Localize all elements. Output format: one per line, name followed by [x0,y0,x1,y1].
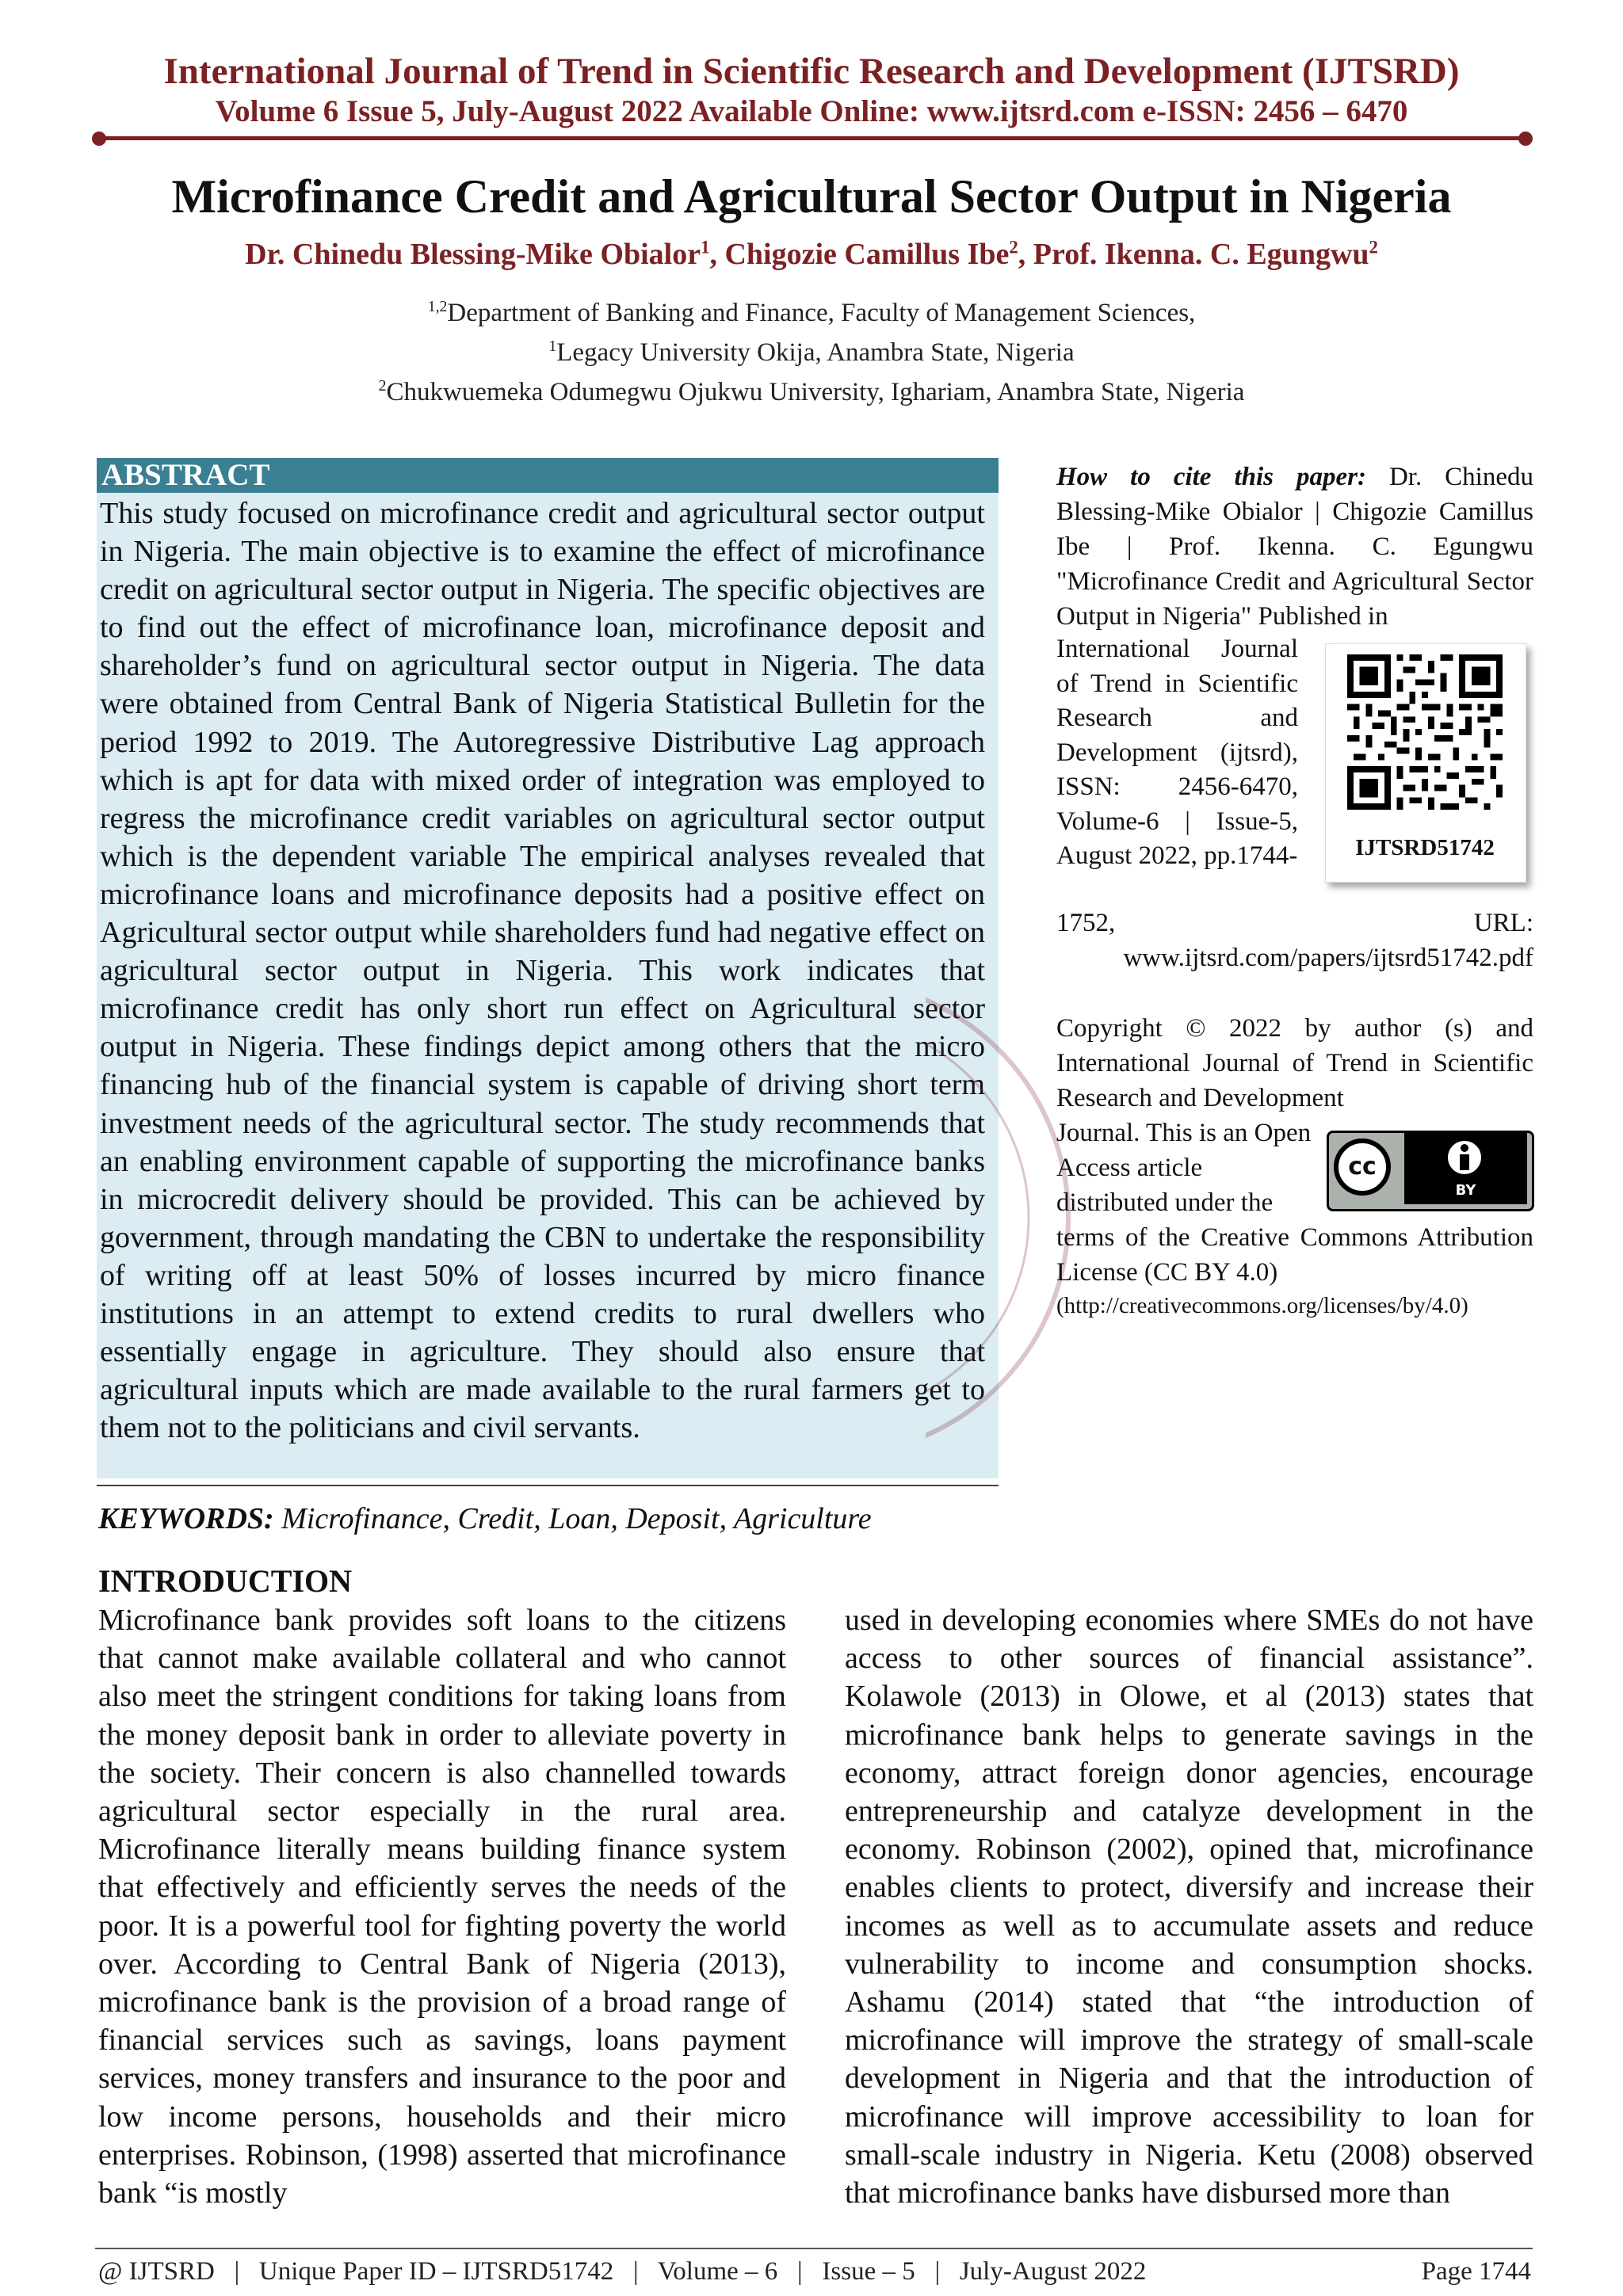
author-sup: 1 [701,237,710,257]
license-url[interactable]: (http://creativecommons.org/licenses/by/4.0) [1056,1293,1468,1318]
footer-info: @ IJTSRD | Unique Paper ID – IJTSRD51742 | Volume – 6 | Issue – 5 | July-August 2022 [98,2257,1147,2286]
citation-intro [1056,460,1533,634]
introduction-heading: INTRODUCTION [98,1563,353,1599]
paper-title: Microfinance Credit and Agricultural Sector Output in Nigeria [171,170,1452,223]
citation-authors: Dr. Chinedu Blessing-Mike Obialor | Chigozie Camillus Ibe | Prof. Ikenna. C. Egungwu "Microfinance Credit and Agricultural Sector Output in Nigeria" Published in [1056,463,1534,631]
citation-url-label: URL: [1473,909,1533,937]
copyright-license: terms of the Creative Commons Attribution License (CC BY 4.0) [1056,1223,1533,1287]
citation-url[interactable]: www.ijtsrd.com/papers/ijtsrd51742.pdf [1123,944,1533,972]
introduction-left-column: Microfinance bank provides soft loans to the citizens that cannot make available collateral and who cannot also meet the stringent conditions for taking loans from the money deposit bank in order to alleviate poverty in the society. Their concern is also channelled towards agricultural sector especially in the rural area. Microfinance literally means building finance system that effectively and efficiently serves the needs of the poor. It is a powerful tool for fighting poverty the world over. According to Central Bank of Nigeria (2013), microfinance bank is the provision of a broad range of financial services such as savings, loans payment services, money transfers and insurance to the poor and low income persons, households and their micro enterprises. Robinson, (1998) asserted that microfinance bank “is mostly [98,1604,786,2210]
copyright-line: Copyright © 2022 by author (s) and International Journal of Trend in Scientific Research and Development [1056,1014,1533,1112]
keywords-text: Microfinance, Credit, Loan, Deposit, Agriculture [281,1502,872,1535]
by-label: BY [1455,1182,1476,1199]
paper-code-label: IJTSRD51742 [1355,835,1495,860]
affiliation-line: $^{1,2}$Department of Banking and Finance, Faculty of Management Sciences, [427,298,1196,327]
abstract-rule [97,1485,999,1486]
cc-icon: cc [1334,1138,1391,1196]
introduction-right-column: used in developing economies where SMEs do not have access to other sources of financial assistance”. Kolawole (2013) in Olowe, et al (2013) states that microfinance bank helps to generate savings in the economy, attract foreign donor agencies, encourage entrepreneurship and catalyze development in the economy. Robinson (2002), opined that, microfinance enables clients to protect, diversify and increase their incomes as well as to accumulate assets and reduce vulnerability to income and consumption shocks. Ashamu (2014) stated that “the introduction of microfinance will improve the strategy of small-scale development in Nigeria and that the introduction of microfinance will improve accessibility to loan for small-scale industry in Nigeria. Ketu (2008) observed that microfinance banks have disbursed more than [845,1604,1533,2210]
abstract-heading: ABSTRACT [101,458,270,492]
author-name: Chigozie Camillus Ibe [724,238,1010,271]
citation-details: International Journal of Trend in Scientific Research and Development (ijtsrd), ISSN: 2456-6470, Volume-6 | Issue-5, August 2022, pp.1744- [1056,635,1298,870]
journal-issue-line: Volume 6 Issue 5, July-August 2022 Available Online: www.ijtsrd.com e-ISSN: 2456 – 6470 [215,94,1408,128]
abstract-text: This study focused on microfinance credit and agricultural sector output in Nigeria. The main objective is to examine the effect of microfinance credit on agricultural sector output in Nigeria. The specific objectives are to find out the effect of microfinance loan, microfinance deposit and shareholder’s fund on agricultural sector output in Nigeria. The data were obtained from Central Bank of Nigeria Statistical Bulletin for the period 1992 to 2019. The Autoregressive Distributive Lag approach which is apt for data with mixed order of integration was employed to regress the microfinance credit variables on agricultural sector output which is the dependent variable The empirical analyses revealed that microfinance loans and microfinance deposits had a positive effect on Agricultural sector output while shareholders fund had negative effect on agricultural sector output in Nigeria. This work indicates that microfinance credit has only short run effect on Agricultural sector output in Nigeria. These findings depict among others that the micro financing hub of the financial system is capable of driving short term investment needs of the agricultural sector. The study recommends that an enabling environment capable of supporting the microfinance banks in microcredit delivery should be provided. This can be achieved by government, through mandating the CBN to undertake the responsibility of writing off at least 50% of losses incurred by micro finance institutions in an attempt to extend credits to rural dwellers who essentially engage in agriculture. They should also ensure that agricultural inputs which are made available to the rural farmers get to them not to the politicians and civil servants. [100,497,985,1445]
header-rule [101,136,1522,140]
rule-dot-right [1518,132,1533,146]
person-icon-body [1460,1154,1469,1170]
citation-pages-end: 1752, [1056,909,1116,937]
citation-label: How to cite this paper: [1056,463,1366,491]
author-name: Prof. Ikenna. C. Egungwu [1033,238,1369,271]
keywords-line [98,1500,872,1538]
page-number: Page 1744 [1421,2257,1531,2286]
affiliation-line: $^2$Chukwuemeka Odumegwu Ojukwu University, Ighariam, Anambra State, Nigeria [378,377,1245,406]
author-sup: 2 [1369,237,1378,257]
keywords-label: KEYWORDS: [98,1502,274,1535]
affiliation-line: $^1$Legacy University Okija, Anambra State, Nigeria [548,338,1075,367]
author-list: Dr. Chinedu Blessing-Mike Obialor$^1$, Chigozie Camillus Ibe$^2$, Prof. Ikenna. C. Egungwu$^2$ [245,237,1378,271]
author-name: Dr. Chinedu Blessing-Mike Obialor [245,238,701,271]
footer-rule [95,2248,1533,2249]
person-icon-head [1461,1144,1468,1152]
author-sup: 2 [1009,237,1018,257]
copyright-open-access: Journal. This is an Open Access article distributed under the [1056,1119,1312,1217]
qr-code-icon [1347,654,1503,810]
journal-title: International Journal of Trend in Scientific Research and Development (IJTSRD) [163,51,1460,92]
